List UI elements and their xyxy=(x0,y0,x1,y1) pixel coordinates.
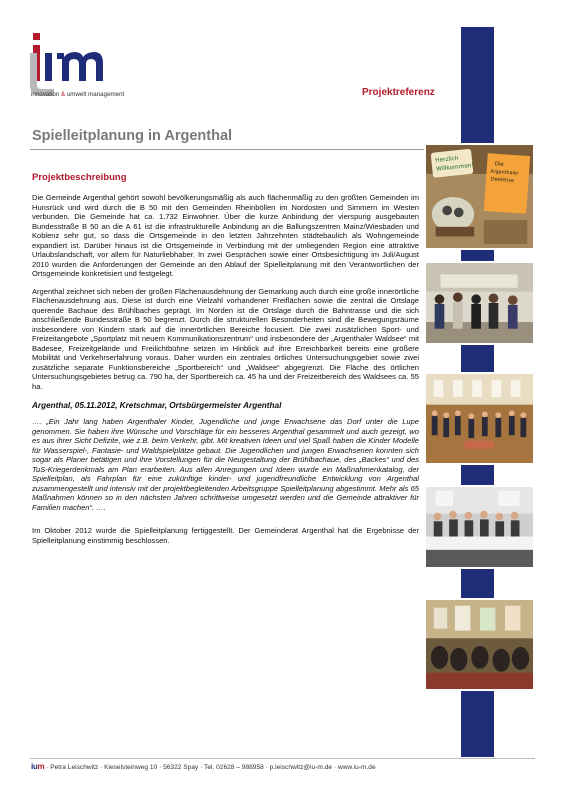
svg-text:Argenthaler: Argenthaler xyxy=(490,169,519,177)
svg-text:Detektive: Detektive xyxy=(490,177,515,185)
photo-welcome-poster xyxy=(424,143,535,250)
main-content xyxy=(32,172,419,545)
logo-tagline: innovation & umwelt management xyxy=(31,91,125,98)
quote-heading: Argenthal, 05.11.2012, Kretschmar, Ortsbürgermeister Argenthal xyxy=(32,401,282,410)
footer xyxy=(31,762,376,771)
title-divider xyxy=(30,149,461,150)
paragraph-2: Argenthal zeichnet sich neben der großen Flächenausdehnung der Gemarkung auch durch eine große innerörtliche Flächenausdehnung aus. Diese ist durch eine Vielzahl vorhandener Freiflächen sowie die zentral die Ortslage querende Bachaue des Brühlbaches geprägt. Im Norden ist die Ortslage durch die Bahntrasse und die sich anschließende Bundesstraße B 50 begrenzt. Durch die strukturellen Besonderheiten sind die Bewegungsräume insbesondere von Kindern stark auf die innerörtlichen Bereiche focusiert. Die zwei zusätzlichen Sport- und Freizeitangebote „Sportplatz mit neuem Kommunikationszentrum“ und insbesondere der „Argenthaler Waldsee“ mit Badesee, Freizeitgelände und Freilichtbühne setzen im Hinblick auf ihre Erreichbarkeit bereits eine größere Mobilität und Verkehrserfahrung voraus. Daher wurden ein zentrales örtliches Untersuchungsgebiet sowie zwei zusätzliche separate Funktionsbereiche „Sportbereich“ und „Waldsee“ abgegrenzt. Die Fläche des örtlichen Untersuchungsgebietes betrug ca. 790 ha, der Sportbereich ca. 45 ha und der Freizeitbereich des Waldsees ca. 55 ha. xyxy=(32,286,419,391)
photo-children-room xyxy=(424,261,535,345)
svg-text:Die: Die xyxy=(494,161,504,168)
section-heading: Projektbeschreibung xyxy=(32,172,127,183)
photo-exhibition xyxy=(424,598,535,691)
photo-hall-circle xyxy=(424,372,535,465)
page-title: Spielleitplanung in Argenthal xyxy=(32,128,233,144)
footer-contact: · Petra Leischwitz · Kieselsteinweg 10 · 56322 Spay · Tel. 02628 – 988958 · p.leischwitz@iu-m.de · www.iu-m.de xyxy=(46,764,376,771)
photo-meeting-table xyxy=(424,485,535,569)
svg-text:Willkommen!: Willkommen! xyxy=(435,162,475,173)
footer-divider xyxy=(30,758,535,759)
svg-text:Herzlich: Herzlich xyxy=(435,155,459,165)
closing-paragraph: Im Oktober 2012 wurde die Spielleitplanung fertiggestellt. Der Gemeinderat Argenthal hat die Ergebnisse der Spielleitplanung einstimmig beschlossen. xyxy=(32,526,419,545)
paragraph-1: Die Gemeinde Argenthal gehört sowohl bevölkerungsmäßig als auch flächenmäßig zu den größten Gemeinden im Hunsrück und wird durch die B 50 mit den Gemeinden Rheinböllen im Nordosten und Simmern im Westen verbunden. Die Gemeinde hat ca. 1.732 Einwohner. Über die kurze Anbindung der vierspurig ausgebauten Bundesstraße B 50 an die A 61 ist die infrastrukturelle Anbindung an die Ballungszentren Mainz/Wiesbaden und Koblenz sehr gut, so dass die Ortsgemeinde in den letzten Jahrzehnten städtebaulich als Wohngemeinde expandiert ist. Darüber hinaus ist die Ortsgemeinde in Verbindung mit der umliegenden Region eine attraktive Urlaubslandschaft, vor allem für Naturliebhaber. In zwei Gesprächen sowie einer Ortsbesichtigung im Juli/August 2010 wurden die Anforderungen der Gemeinde an den Ablauf der Spielleitplanung mit den Verantwortlichen der Ortsgemeinde konkretisiert und festgelegt. xyxy=(32,193,419,278)
mayor-quote: …. „Ein Jahr lang haben Argenthaler Kinder, Jugendliche und junge Erwachsene das Dorf unter die Lupe genommen. Sie haben ihre Wünsche und Vorschläge für ein besseres Argenthal gesammelt und auch gezeigt, wo es aus ihrer Sicht Defizite, wie z.B. beim Verkehr, gibt. Mit kreativen Ideen und viel Spaß haben die Kinder Modelle für Wasserspiel-, Fantasie- und Waldspielplätze gebaut. Die Jugendlichen und jungen Erwachsenen konnten sich sogar als Planer betätigen und ihre Vorstellungen für die Neugestaltung der Brühlbachaue, des „Backes“ und des TuS-Kriegerdenkmals am Plan erarbeiten. Aus allen Anregungen und Ideen wurde ein Maßnahmenkatalog, der Spielleitplan, als Fahrplan für eine zukünftige kinder- und jugendfreundliche Entwicklung von Argenthal zusammengestellt und intensiv mit der projektbegleitenden Arbeitsgruppe Spielleitplanung abgestimmt. Mehr als 65 Maßnahmen können so in den nächsten Jahren schrittweise umgesetzt werden und die Gemeinde attraktiver für Familien machen“. …. xyxy=(32,417,419,512)
footer-logo: ium xyxy=(31,762,45,771)
project-reference-label: Projektreferenz xyxy=(362,87,435,98)
